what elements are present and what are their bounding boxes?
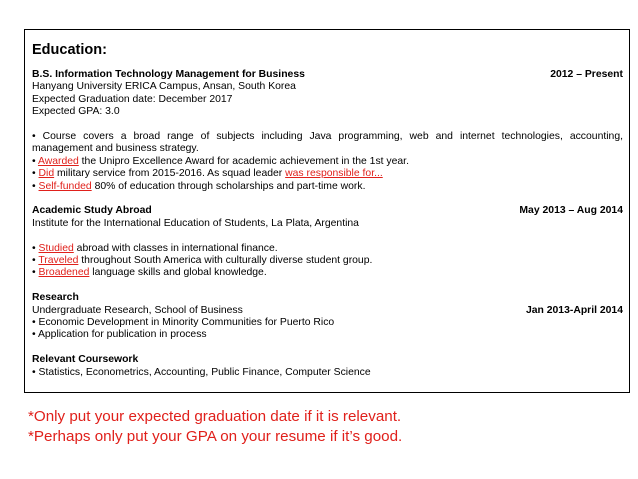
- degree-bullet: • Self-funded 80% of education through scholarships and part-time work.: [32, 180, 366, 192]
- research-subtitle: Undergraduate Research, School of Business: [32, 304, 243, 316]
- school-name: Hanyang University ERICA Campus, Ansan, South Korea: [32, 81, 296, 93]
- action-verb: Awarded: [37, 155, 79, 167]
- research-bullet: • Economic Development in Minority Communities for Puerto Rico: [32, 317, 335, 329]
- coursework-title: Relevant Coursework: [32, 354, 139, 366]
- abroad-bullet: • Traveled throughout South America with culturally diverse student group.: [32, 255, 373, 267]
- coursework-list: • Statistics, Econometrics, Accounting, Public Finance, Computer Science: [32, 366, 371, 378]
- action-verb: Traveled: [38, 255, 79, 267]
- section-heading: Education:: [32, 42, 107, 58]
- abroad-row: [32, 205, 623, 217]
- abroad-bullet: • Broadened language skills and global knowledge.: [32, 267, 267, 279]
- action-verb: Studied: [38, 242, 74, 254]
- degree-bullet: • Did military service from 2015-2016. As squad leader was responsible for...: [32, 168, 383, 180]
- degree-title: B.S. Information Technology Management for Business: [32, 69, 305, 80]
- notes-block: [28, 407, 402, 447]
- degree-dates: 2012 – Present: [550, 69, 623, 80]
- degree-bullet: • Awarded the Unipro Excellence Award for academic achievement in the 1st year.: [32, 155, 409, 167]
- note-gpa: *Perhaps only put your GPA on your resume if it’s good.: [28, 428, 403, 445]
- degree-bullet: • Course covers a broad range of subjects including Java programming, web and internet technologies, accounting, management and business strategy.: [32, 131, 623, 155]
- expected-gpa: Expected GPA: 3.0: [32, 106, 120, 118]
- abroad-title: Academic Study Abroad: [32, 205, 152, 217]
- research-dates: Jan 2013-April 2014: [525, 304, 623, 316]
- research-bullet: • Application for publication in process: [32, 329, 207, 341]
- research-title: Research: [32, 292, 79, 304]
- degree-row: [32, 69, 623, 81]
- action-verb: Broadened: [38, 267, 90, 279]
- action-verb: Self-funded: [38, 180, 92, 192]
- abroad-bullet: • Studied abroad with classes in international finance.: [32, 242, 278, 254]
- research-row: [32, 305, 623, 317]
- graduation-date: Expected Graduation date: December 2017: [32, 93, 233, 105]
- abroad-dates: May 2013 – Aug 2014: [519, 205, 623, 217]
- note-graduation: *Only put your expected graduation date if it is relevant.: [28, 408, 402, 425]
- resume-education-box: [24, 29, 630, 393]
- action-verb: Did: [38, 168, 55, 180]
- action-verb: was responsible for...: [285, 168, 383, 180]
- abroad-institution: Institute for the International Education of Students, La Plata, Argentina: [32, 217, 359, 229]
